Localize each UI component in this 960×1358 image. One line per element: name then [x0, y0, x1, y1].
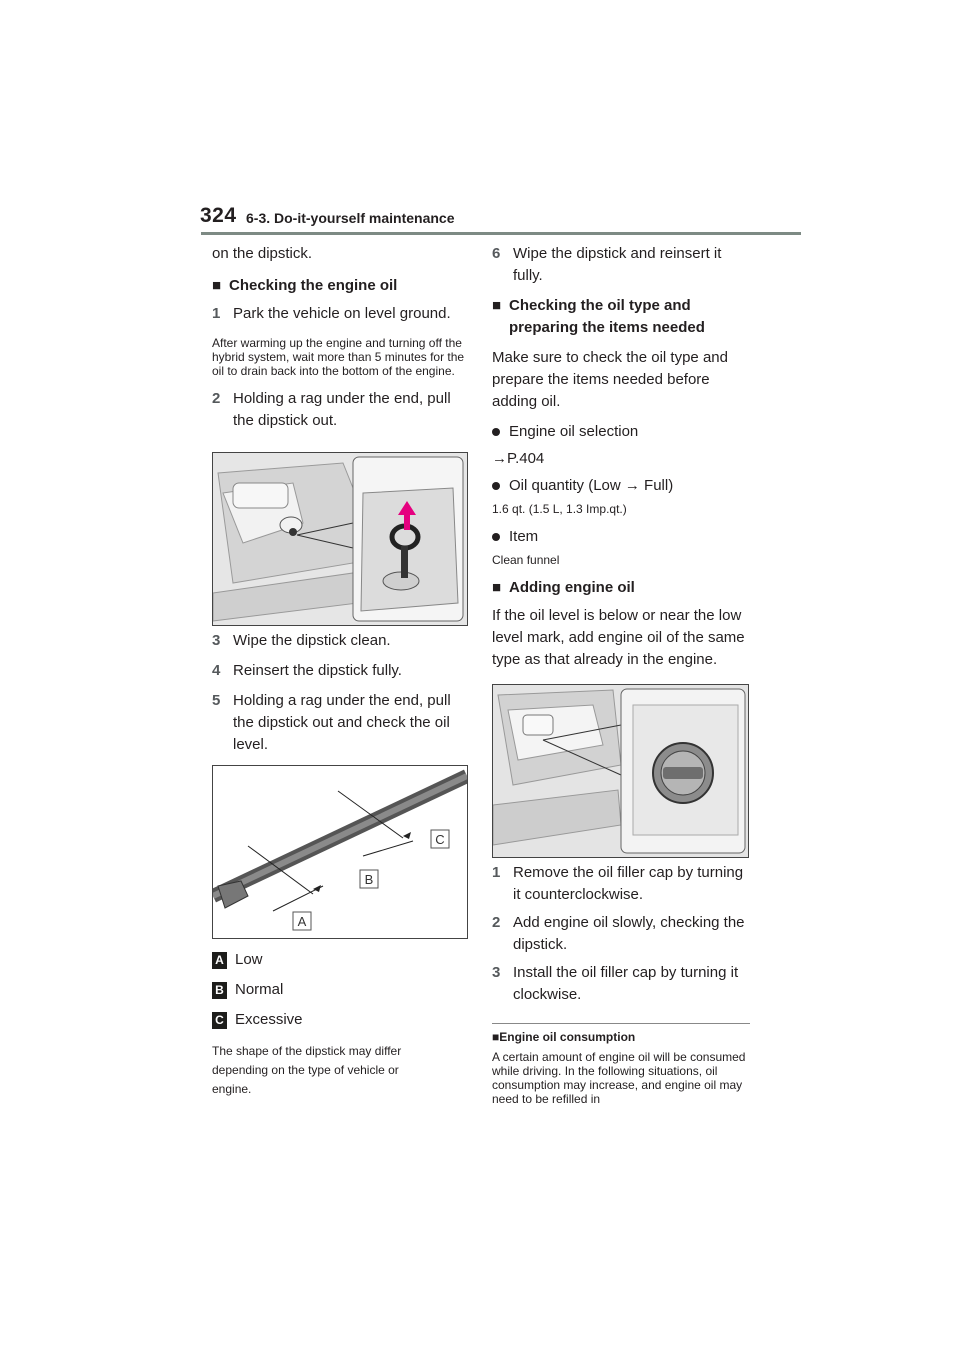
step-text: Wipe the dipstick and reinsert it fully.	[513, 245, 722, 284]
step-number: 5	[212, 692, 221, 709]
item-value: Clean funnel	[492, 553, 560, 567]
bullet-dot-icon	[492, 428, 500, 436]
badge-c: C	[212, 1012, 227, 1029]
step-text: Reinsert the dipstick fully.	[233, 662, 402, 679]
add-step-2	[492, 912, 752, 956]
square-bullet-icon: ■	[492, 579, 502, 596]
step-number: 3	[212, 632, 221, 649]
legend-label: Excessive	[235, 1011, 303, 1028]
legend-excessive	[212, 1010, 303, 1030]
step-number: 3	[492, 964, 501, 981]
step-text: Wipe the dipstick clean.	[233, 632, 391, 649]
note-heading	[492, 1030, 750, 1044]
section-title: 6-3. Do-it-yourself maintenance	[246, 210, 455, 226]
note-divider	[492, 1023, 750, 1024]
step-6	[492, 243, 752, 287]
legend-low	[212, 950, 263, 970]
badge-a: A	[212, 952, 227, 969]
note-text: A certain amount of engine oil will be consumed while driving. In the following situations, oil consumption may increase, and engine oil may need to be refilled in	[492, 1050, 746, 1106]
bullet-item	[492, 526, 752, 548]
add-step-1	[492, 862, 752, 906]
adding-oil-intro: If the oil level is below or near the low level mark, add engine oil of the same type as that already in the engine.	[492, 607, 745, 668]
step-number: 1	[492, 864, 501, 881]
step-number: 6	[492, 245, 501, 262]
dipstick-illustration	[213, 766, 467, 938]
bullet-text: Engine oil selection	[509, 423, 639, 440]
step-1	[212, 303, 470, 325]
page-reference: →P.404	[492, 450, 545, 467]
step-number: 2	[492, 914, 501, 931]
engine-bay-illustration	[213, 453, 467, 625]
heading-checking-oil	[212, 275, 470, 297]
heading-adding-oil	[492, 577, 752, 599]
note-heading-label: Engine oil consumption	[499, 1030, 636, 1044]
oil-type-intro: Make sure to check the oil type and prepare the items needed before adding oil.	[492, 349, 728, 410]
step-number: 2	[212, 390, 221, 407]
bullet-text: Oil quantity (Low → Full)	[509, 477, 674, 494]
bullet-text: Item	[509, 528, 539, 545]
step-2	[212, 388, 470, 432]
bullet-oil-quantity	[492, 475, 752, 497]
label-b: B	[364, 872, 374, 887]
left-steps	[212, 630, 470, 756]
step-text: Holding a rag under the end, pull the dipstick out.	[233, 390, 451, 429]
dipstick-shape-note: The shape of the dipstick may differ depending on the type of vehicle or engine.	[212, 1044, 402, 1096]
step-1-note: After warming up the engine and turning off the hybrid system, wait more than 5 minutes for the oil to drain back into the bottom of the engine.	[212, 336, 465, 378]
step-text: Park the vehicle on level ground.	[233, 305, 451, 322]
legend-label: Normal	[235, 981, 284, 998]
step-text: Holding a rag under the end, pull the dipstick out and check the oil level.	[233, 692, 451, 753]
step-text: Install the oil filler cap by turning it clockwise.	[513, 964, 739, 1003]
bullet-dot-icon	[492, 482, 500, 490]
bullet-oil-selection	[492, 421, 752, 443]
step-text: Add engine oil slowly, checking the dipstick.	[513, 914, 745, 953]
square-bullet-icon: ■	[212, 277, 222, 294]
left-column	[212, 243, 470, 432]
heading-label: Adding engine oil	[509, 579, 635, 596]
right-column	[492, 243, 752, 671]
step-number: 4	[212, 662, 221, 679]
heading-label: Checking the engine oil	[229, 277, 398, 294]
badge-b: B	[212, 982, 227, 999]
header-rule	[201, 232, 801, 235]
page-number: 324	[200, 204, 237, 227]
step-text: Remove the oil filler cap by turning it counterclockwise.	[513, 864, 744, 903]
oil-quantity-value: 1.6 qt. (1.5 L, 1.3 Imp.qt.)	[492, 502, 627, 516]
bullet-dot-icon	[492, 533, 500, 541]
step-3	[212, 630, 470, 652]
dipstick-location-figure	[212, 452, 468, 626]
step-5	[212, 690, 470, 756]
step-4	[212, 660, 470, 682]
add-step-3	[492, 962, 752, 1006]
square-bullet-icon: ■	[492, 1030, 500, 1044]
legend-normal	[212, 980, 283, 1000]
adding-oil-steps	[492, 862, 752, 1006]
intro-text: on the dipstick.	[212, 245, 313, 262]
step-number: 1	[212, 305, 221, 322]
label-a: A	[297, 914, 307, 929]
label-c: C	[435, 832, 445, 847]
oil-filler-cap-figure	[492, 684, 749, 858]
square-bullet-icon: ■	[492, 297, 502, 314]
heading-oil-type	[492, 295, 752, 339]
dipstick-level-figure	[212, 765, 468, 939]
legend-label: Low	[235, 951, 263, 968]
heading-label: Checking the oil type and preparing the items needed	[509, 297, 705, 336]
filler-cap-illustration	[493, 685, 748, 857]
